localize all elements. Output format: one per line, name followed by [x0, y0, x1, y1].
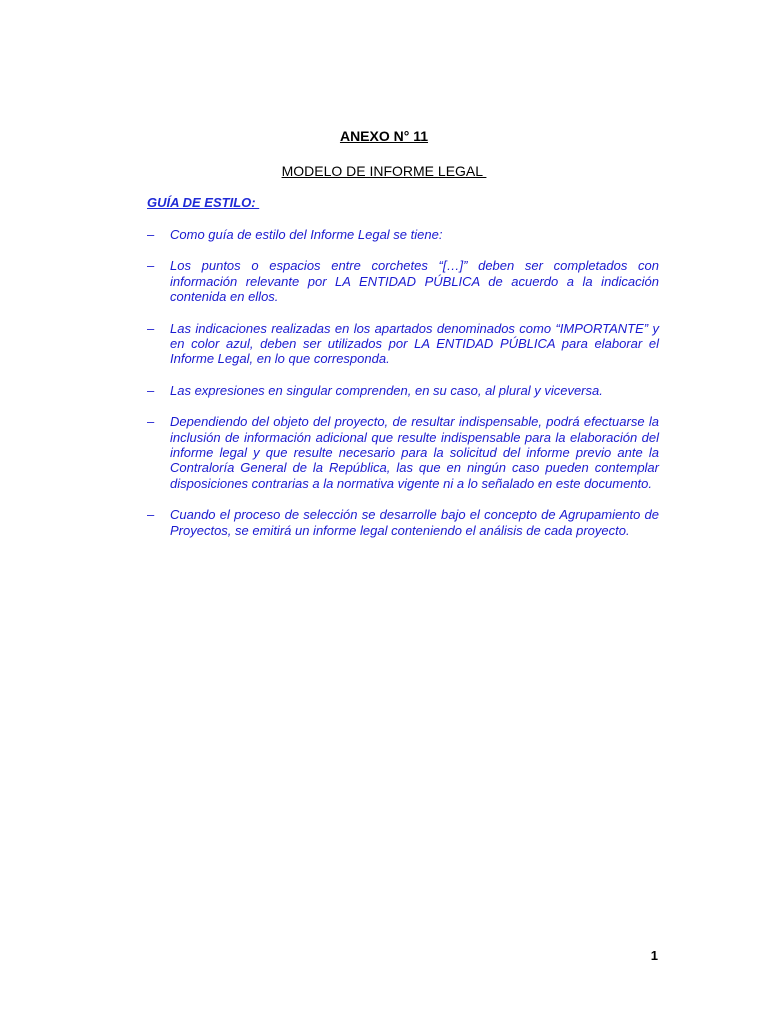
annex-title: ANEXO N° 11 — [339, 128, 429, 144]
list-item-text: Cuando el proceso de selección se desarrolle bajo el concepto de Agrupamiento de Proyectos, se emitirá un informe legal conteniendo el análisis de cada proyecto. — [170, 507, 659, 538]
bullet-dash: – — [147, 258, 155, 274]
list-item — [147, 258, 659, 304]
style-guide-title: GUÍA DE ESTILO: — [147, 195, 260, 210]
list-item-text: Las expresiones en singular comprenden, en su caso, al plural y viceversa. — [170, 382, 603, 398]
list-item — [147, 383, 659, 398]
style-guide-list — [147, 227, 659, 554]
bullet-dash: – — [147, 507, 155, 523]
list-item — [147, 507, 659, 538]
list-item — [147, 321, 659, 367]
list-item — [147, 414, 659, 491]
page-number: 1 — [650, 948, 658, 963]
bullet-dash: – — [147, 382, 155, 398]
list-item — [147, 227, 659, 242]
list-item-text: Las indicaciones realizadas en los apartados denominados como “IMPORTANTE” y en color azul, deben ser utilizados por LA ENTIDAD PÚBLICA para elaborar el Informe Legal, en lo que corresponda. — [170, 320, 659, 367]
list-item-text: Como guía de estilo del Informe Legal se tiene: — [170, 227, 443, 242]
list-item-text: Dependiendo del objeto del proyecto, de resultar indispensable, podrá efectuarse la inclusión de información adicional que resulte indispensable para la elaboración del informe legal y que resulte necesario para la solicitud del informe previo ante la Contraloría General de la República, las que en ningún caso pueden contemplar disposiciones contrarias a la normativa vigente ni a lo señalado en este documento. — [170, 414, 659, 491]
model-title: MODELO DE INFORME LEGAL — [281, 163, 487, 179]
bullet-dash: – — [147, 320, 155, 336]
bullet-dash: – — [147, 227, 155, 242]
bullet-dash: – — [147, 414, 155, 430]
list-item-text: Los puntos o espacios entre corchetes “[…]” deben ser completados con información relevante por LA ENTIDAD PÚBLICA de acuerdo a la indicación contenida en ellos. — [170, 258, 659, 305]
